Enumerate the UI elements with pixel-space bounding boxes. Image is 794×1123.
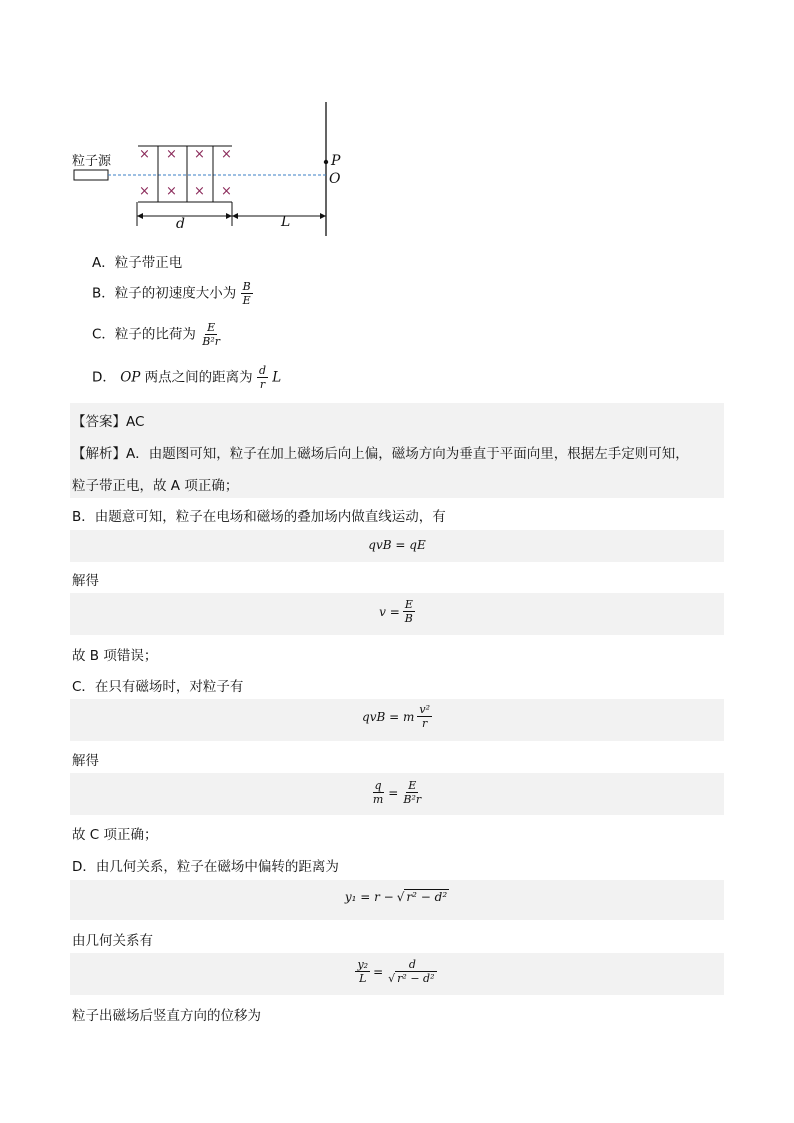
field-mark: ×: [221, 184, 232, 199]
option-c: [92, 321, 222, 348]
point-o-label: O: [329, 171, 341, 187]
analysis-line: 解得: [72, 753, 99, 769]
answer-label: 【答案】AC: [72, 414, 145, 430]
fraction-denominator: r: [422, 717, 428, 730]
equation-5: y₁ = r − √ r² − d²: [344, 890, 448, 904]
option-d-fraction: [257, 364, 268, 391]
fraction-numerator: d: [258, 364, 266, 377]
equation-fraction: [401, 779, 423, 806]
equation-fraction: [386, 958, 438, 985]
option-d-text: 两点之间的距离为: [144, 369, 253, 386]
analysis-line: B．由题意可知，粒子在电场和磁场的叠加场内做直线运动，有: [72, 509, 446, 525]
option-b-text: B．粒子的初速度大小为: [92, 285, 237, 302]
equation-fraction: [417, 703, 432, 730]
fraction-denominator: m: [372, 793, 384, 806]
option-a: A．粒子带正电: [92, 255, 183, 271]
fraction-numerator: E: [207, 321, 216, 334]
fraction-denominator-root: √ r² − d²: [388, 972, 435, 985]
analysis-line: 故 C 项正确；: [72, 827, 158, 843]
fraction-numerator: y₂: [357, 958, 369, 971]
square-root-term: r² − d²: [406, 890, 448, 904]
fraction-denominator: E: [242, 294, 251, 307]
equation-4: [70, 778, 724, 806]
analysis-line: 粒子带正电，故 A 项正确；: [72, 478, 239, 494]
particle-source-label: 粒子源: [72, 154, 112, 169]
fraction-numerator: E: [408, 779, 417, 792]
field-mark: ×: [221, 147, 232, 162]
fraction-numerator: E: [404, 598, 413, 611]
fraction-numerator: B: [242, 280, 251, 293]
option-b-fraction: [241, 280, 253, 307]
equation-lhs: qvB = m: [362, 709, 415, 724]
analysis-line: 由几何关系有: [72, 933, 153, 949]
equation-6: [70, 957, 724, 985]
square-root-term: r² − d²: [397, 972, 435, 985]
fraction-numerator: d: [408, 958, 416, 971]
option-b: [92, 280, 253, 307]
field-mark: ×: [166, 147, 177, 162]
point-p-label: P: [331, 153, 341, 169]
equation-fraction: [403, 598, 415, 625]
physics-figure: [70, 98, 350, 238]
analysis-line: 【解析】A．由题图可知，粒子在加上磁场后向上偏，磁场方向为垂直于平面向里，根据左手定则可知，: [72, 446, 689, 462]
equation-fraction: [371, 779, 385, 806]
analysis-line: 故 B 项错误；: [72, 648, 158, 664]
equation-3: [70, 703, 724, 730]
option-d-prefix: D．: [92, 369, 116, 386]
field-mark: ×: [139, 147, 150, 162]
analysis-line: C．在只有磁场时，对粒子有: [72, 679, 244, 695]
equation-lhs: v =: [379, 604, 400, 619]
equals-sign: =: [373, 964, 384, 979]
equals-sign: =: [388, 785, 399, 800]
fraction-denominator: B: [404, 612, 413, 625]
option-c-fraction: [200, 321, 222, 348]
equation-1: qvB = qE: [368, 538, 426, 552]
option-c-text: C．粒子的比荷为: [92, 326, 196, 343]
dimension-l-label: L: [281, 214, 291, 230]
equation-fraction: [355, 958, 370, 985]
fraction-denominator: L: [359, 972, 367, 985]
field-diagram: [70, 98, 350, 238]
option-d-op: OP: [120, 369, 141, 386]
equation-lhs: y₁ = r −: [344, 890, 394, 904]
option-d-suffix: L: [272, 369, 282, 386]
fraction-denominator: r: [259, 378, 266, 391]
field-mark: ×: [166, 184, 177, 199]
analysis-line: 粒子出磁场后竖直方向的位移为: [72, 1008, 261, 1024]
fraction-numerator: v²: [419, 703, 430, 716]
fraction-denominator: B²r: [202, 335, 220, 348]
analysis-line: D．由几何关系，粒子在磁场中偏转的距离为: [72, 859, 339, 875]
field-mark: ×: [139, 184, 150, 199]
dimension-d-label: d: [176, 216, 185, 232]
field-mark: ×: [194, 184, 205, 199]
fraction-denominator: B²r: [403, 793, 422, 806]
equation-2: [70, 598, 724, 625]
fraction-numerator: q: [374, 779, 382, 792]
field-mark: ×: [194, 147, 205, 162]
analysis-line: 解得: [72, 573, 99, 589]
option-d: [92, 364, 281, 391]
